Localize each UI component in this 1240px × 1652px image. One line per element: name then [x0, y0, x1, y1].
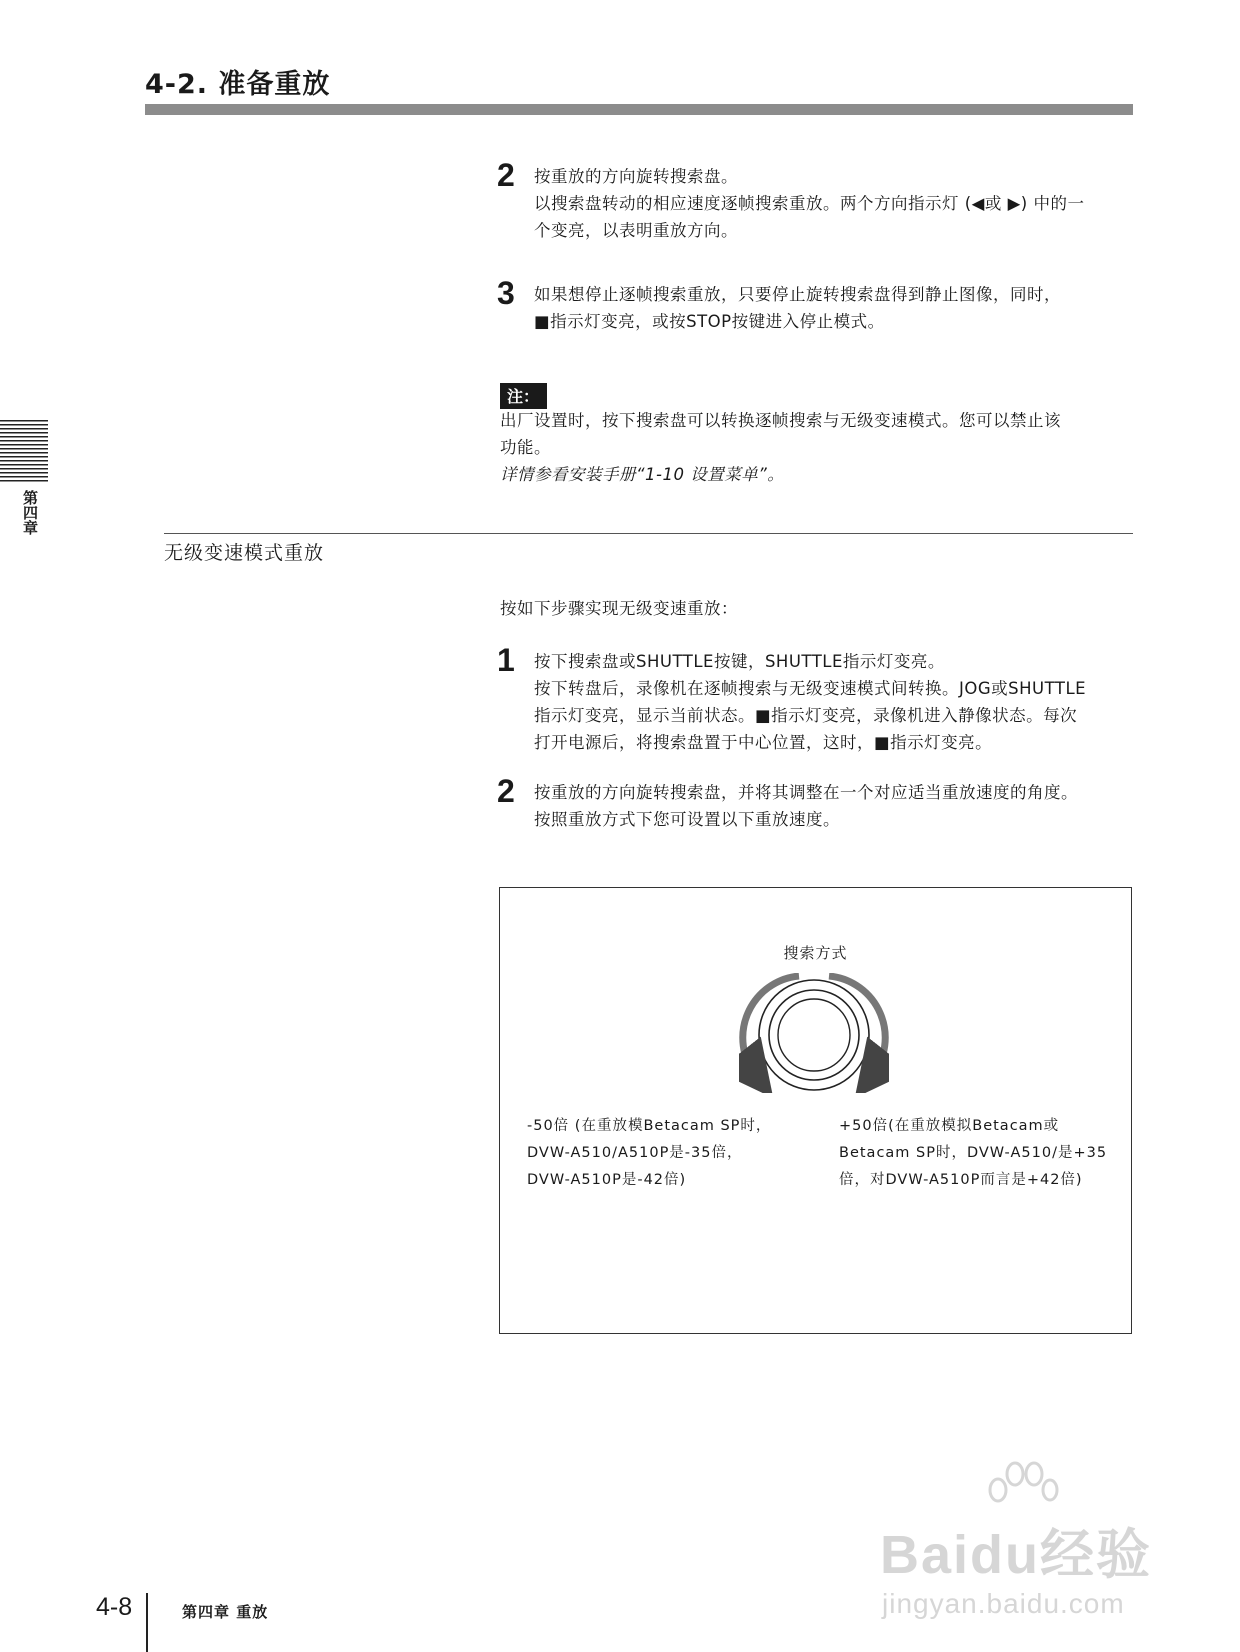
step-number: 2	[497, 157, 515, 193]
note-text: 功能。	[500, 438, 551, 457]
note-badge: 注：	[500, 383, 547, 409]
chapter-tab-stripes	[0, 420, 48, 482]
note-reference: 详情参看安装手册“1-10 设置菜单”。	[500, 465, 785, 484]
note-body	[500, 407, 1140, 488]
step-text: 如果想停止逐帧搜索重放，只要停止旋转搜索盘得到静止图像，同时，	[534, 285, 1061, 304]
footer-chapter-title: 第四章 重放	[182, 1603, 269, 1621]
reverse-speed-line: -50倍 (在重放模Betacam SP时，	[527, 1118, 772, 1134]
step-text: 按照重放方式下您可设置以下重放速度。	[534, 810, 840, 829]
chapter-tab-text: 第四章	[21, 490, 39, 535]
reverse-speed-line: DVW-A510/A510P是-35倍，	[527, 1145, 743, 1161]
step-text: 打开电源后，将搜索盘置于中心位置，这时，■指示灯变亮。	[534, 733, 993, 752]
footer-rule	[146, 1593, 148, 1652]
step-text: 按下搜索盘或SHUTTLE按键，SHUTTLE指示灯变亮。	[534, 652, 945, 671]
step-item	[497, 275, 1137, 335]
note-text: 出厂设置时，按下搜索盘可以转换逐帧搜索与无级变速模式。您可以禁止该	[500, 411, 1061, 430]
title-bar	[145, 104, 1133, 115]
chapter-tab-label	[22, 490, 46, 535]
step-text: 按重放的方向旋转搜索盘，并将其调整在一个对应适当重放速度的角度。	[534, 783, 1078, 802]
step-number: 1	[497, 642, 515, 678]
forward-speed-line: +50倍(在重放模拟Betacam或	[839, 1118, 1060, 1134]
baidu-watermark	[880, 1460, 1180, 1645]
step-number: 3	[497, 275, 515, 311]
reverse-speed-line: DVW-A510P是-42倍)	[527, 1172, 687, 1188]
page-number: 4-8	[96, 1593, 133, 1621]
watermark-logo-text: Baidu经验	[880, 1525, 1153, 1585]
step-text: ■指示灯变亮，或按STOP按键进入停止模式。	[534, 312, 885, 331]
reverse-speed-text	[527, 1113, 771, 1194]
watermark-url: jingyan.baidu.com	[882, 1588, 1125, 1619]
forward-speed-line: Betacam SP时，DVW-A510/是+35	[839, 1145, 1108, 1161]
step-text: 按下转盘后，录像机在逐帧搜索与无级变速模式间转换。JOG或SHUTTLE	[534, 679, 1087, 698]
subsection-intro: 按如下步骤实现无级变速重放：	[500, 599, 738, 618]
subsection-rule	[164, 533, 1133, 534]
step-item	[497, 773, 1137, 833]
shuttle-dial-icon	[739, 973, 889, 1093]
paw-logo-icon	[980, 1460, 1060, 1520]
step-item	[497, 157, 1137, 244]
step-number: 2	[497, 773, 515, 809]
forward-speed-text	[839, 1113, 1107, 1194]
step-text: 指示灯变亮，显示当前状态。■指示灯变亮，录像机进入静像状态。每次	[534, 706, 1078, 725]
section-title: 4-2. 准备重放	[145, 69, 331, 100]
subsection-title: 无级变速模式重放	[164, 542, 325, 564]
shuttle-diagram	[499, 887, 1132, 1334]
diagram-title: 搜索方式	[783, 944, 848, 962]
step-text: 个变亮，以表明重放方向。	[534, 221, 738, 240]
forward-speed-line: 倍，对DVW-A510P而言是+42倍)	[839, 1172, 1083, 1188]
step-item	[497, 642, 1137, 756]
step-text: 以搜索盘转动的相应速度逐帧搜索重放。两个方向指示灯 (◀或 ▶) 中的一	[534, 194, 1085, 213]
step-text: 按重放的方向旋转搜索盘。	[534, 167, 738, 186]
